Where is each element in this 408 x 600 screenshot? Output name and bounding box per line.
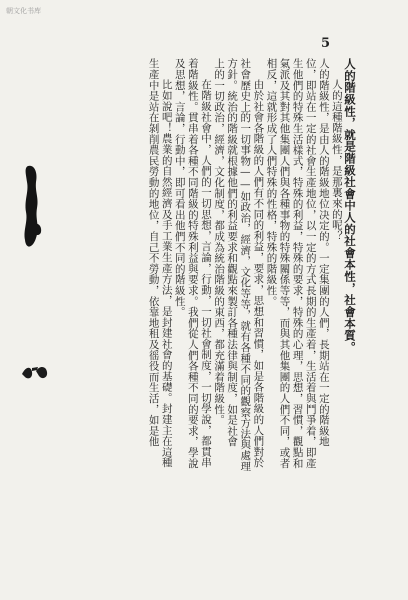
text-column: 社會歷史上的一切事物——如政治，經濟，文化等等，就有各種不同的觀察方法與處理	[239, 58, 252, 472]
text-column: 位，即站在一定的社會生產地位，以一定的方式長期的生產着，生活着與鬥爭着，即產	[304, 58, 317, 469]
text-column: 氣派及其對其他集團人們與各種事物的特殊關係等等，而與其他集團的人們不同，或者	[278, 58, 291, 469]
watermark: 朝文化书库	[6, 7, 41, 15]
text-column: 方針。統治的階級就根據他們的利益要求和觀點來製訂各種法律與制度，如是社會	[226, 58, 239, 447]
text-column: 相反，這就形成了人們特殊的性格，特殊的階級性。	[265, 58, 278, 307]
text-column: 在階級社會中，人們的一切思想，言論，行動，一切社會制度，一切學說，都貫串	[199, 79, 212, 468]
text-column: 由於社會各階級的人們有不同的利益，要求，思想和習慣，如是各階級的人們對於	[252, 79, 265, 468]
text-column: 人的這種階級性，是那裏來的呢？	[330, 79, 343, 241]
ink-mark	[20, 362, 52, 382]
text-column: 生他們的特殊生活樣式，特殊的利益，特殊的要求，特殊的心理，思想，習慣，觀點和	[291, 58, 304, 469]
page-number: 5	[320, 36, 330, 51]
vertical-text-block	[94, 58, 356, 526]
text-column: 着階級性。貫串着各種不同階級的特殊利益與要求。我們從人們各種不同的要求，學說	[186, 58, 199, 469]
ink-blot	[20, 164, 44, 250]
text-column: 及思想，言論，行動中，即可看出他們不同的階級性。	[173, 58, 186, 318]
text-column: 上的一切政治，經濟，文化制度，都成為統治階級的東西，都充滿着階級性。	[213, 58, 226, 426]
text-column: 生產中是站在剝削農民勞動的地位，自己不勞動，依靠地租及徭役而生活，如是他	[147, 58, 160, 447]
text-column: 比如說吧！農業的自然經濟及手工業生產方法，是封建社會的基礎。封建主在這種	[160, 79, 173, 468]
text-column-heading: 人的階級性，就是階級社會中人的社會本性，社會本質。	[343, 58, 357, 353]
text-column: 人的階級性，是由人的階級地位决定的。一定集團的人們，長期站在一定的階級地	[317, 58, 330, 447]
